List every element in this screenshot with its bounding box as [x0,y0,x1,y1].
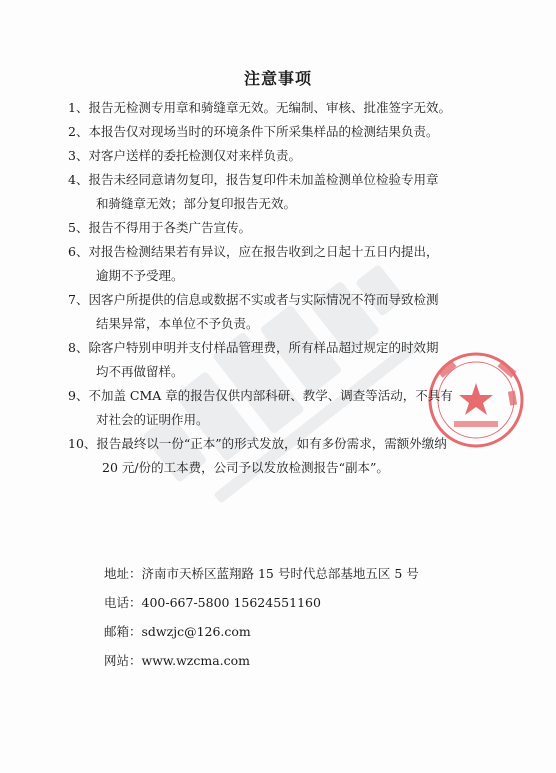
notice-line: 9、不加盖 CMA 章的报告仅供内部科研、教学、调查等活动，不具有 [68,388,453,403]
notice-line-continuation: 和骑缝章无效；部分复印报告无效。 [96,196,297,211]
notice-line-continuation: 20 元/份的工本费，公司予以发放检测报告“副本”。 [102,460,389,475]
notice-line: 7、因客户所提供的信息或数据不实或者与实际情况不符而导致检测 [68,292,439,307]
contact-block [104,562,504,678]
notice-line-continuation: 结果异常，本单位不予负责。 [96,316,259,331]
contact-website: 网站：www.wzcma.com [104,653,251,668]
notice-line: 4、报告未经同意请勿复印，报告复印件未加盖检测单位检验专用章 [68,172,439,187]
notice-item [68,432,508,480]
notice-line: 5、报告不得用于各类广告宣传。 [68,220,251,235]
notice-item [68,240,508,288]
notice-line: 2、本报告仅对现场当时的环境条件下所采集样品的检测结果负责。 [68,124,439,139]
notice-item [68,120,508,144]
notice-item [68,168,508,216]
contact-address: 地址：济南市天桥区蓝翔路 15 号时代总部基地五区 5 号 [104,566,419,581]
notice-line: 8、除客户特别申明并支付样品管理费，所有样品超过规定的时效期 [68,340,439,355]
contact-email: 邮箱：sdwzjc@126.com [104,624,251,639]
notice-item [68,384,508,432]
notice-item [68,336,508,384]
notice-item [68,288,508,336]
contact-phone: 电话：400-667-5800 15624551160 [104,595,321,610]
notice-list [68,96,508,480]
notice-line: 3、对客户送样的委托检测仅对来样负责。 [68,148,301,163]
notice-line-continuation: 逾期不予受理。 [96,268,184,283]
page-title: 注意事项 [243,69,312,88]
notice-line-continuation: 均不再做留样。 [96,364,184,379]
notice-line: 1、报告无检测专用章和骑缝章无效。无编制、审核、批准签字无效。 [68,100,451,115]
notice-item [68,216,508,240]
notice-item [68,144,508,168]
notice-line: 6、对报告检测结果若有异议，应在报告收到之日起十五日内提出， [68,244,439,259]
notice-item [68,96,508,120]
notice-line: 10、报告最终以一份“正本”的形式发放，如有多份需求，需额外缴纳 [68,436,447,451]
notice-line-continuation: 对社会的证明作用。 [96,412,209,427]
